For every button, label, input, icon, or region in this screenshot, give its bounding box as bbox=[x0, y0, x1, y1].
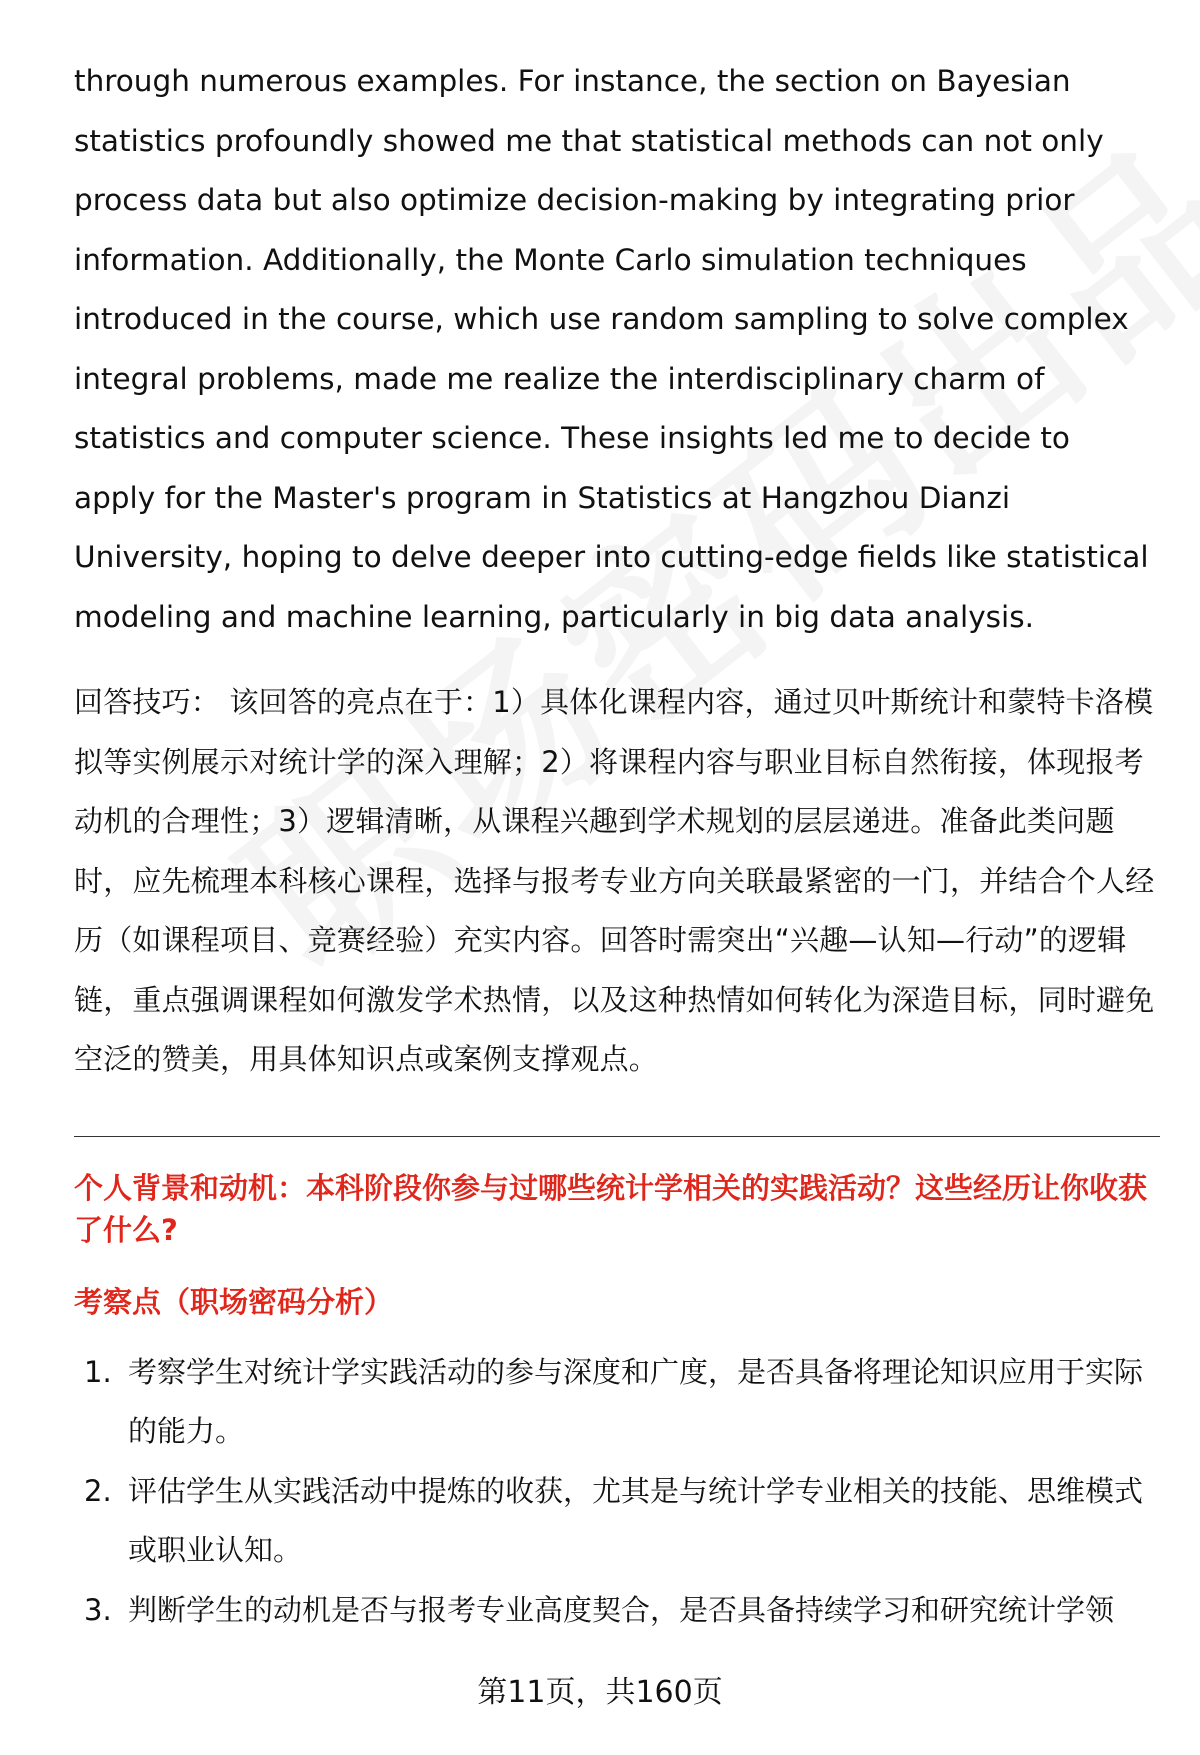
intro-paragraph: through numerous examples. For instance, the section on Bayesian statistics profoundly showed me that statistical methods can not only process data but also optimize decision-making by integrating prior information. Additionally, the Monte Carlo simulation techniques introduced in the course, which use random sampling to solve complex integral problems, made me realize the interdisciplinary charm of statistics and computer science. These insights led me to decide to apply for the Master's program in Statistics at Hangzhou Dianzi University, hoping to delve deeper into cutting-edge fields like statistical modeling and machine learning, particularly in big data analysis. bbox=[74, 64, 1149, 634]
list-item-number: 2. bbox=[84, 1473, 112, 1508]
page-number-footer: 第11页，共160页 bbox=[477, 1675, 723, 1710]
list-item bbox=[74, 1581, 1160, 1641]
list-item-text: 评估学生从实践活动中提炼的收获，尤其是与统计学专业相关的技能、思维模式或职业认知。 bbox=[128, 1473, 1144, 1567]
page-content bbox=[74, 52, 1160, 1640]
list-item-number: 1. bbox=[84, 1354, 112, 1389]
analysis-heading: 考察点（职场密码分析） bbox=[74, 1284, 394, 1319]
list-item-text: 考察学生对统计学实践活动的参与深度和广度，是否具备将理论知识应用于实际的能力。 bbox=[128, 1354, 1144, 1448]
answer-tip-paragraph: 回答技巧： 该回答的亮点在于：1）具体化课程内容，通过贝叶斯统计和蒙特卡洛模拟等实例展示对统计学的深入理解；2）将课程内容与职业目标自然衔接，体现报考动机的合理性；3）逻辑清晰，从课程兴趣到学术规划的层层递进。准备此类问题时，应先梳理本科核心课程，选择与报考专业方向关联最紧密的一门，并结合个人经历（如课程项目、竞赛经验）充实内容。回答时需突出“兴趣—认知—行动”的逻辑链，重点强调课程如何激发学术热情，以及这种热情如何转化为深造目标，同时避免空泛的赞美，用具体知识点或案例支撑观点。 bbox=[74, 685, 1155, 1076]
section-divider bbox=[74, 1136, 1160, 1137]
list-item bbox=[74, 1462, 1160, 1581]
list-item bbox=[74, 1343, 1160, 1462]
list-item-text: 判断学生的动机是否与报考专业高度契合，是否具备持续学习和研究统计学领 bbox=[128, 1592, 1115, 1627]
question-heading: 个人背景和动机：本科阶段你参与过哪些统计学相关的实践活动？这些经历让你收获了什么? bbox=[74, 1170, 1148, 1247]
list-item-number: 3. bbox=[84, 1592, 112, 1627]
analysis-point-list bbox=[74, 1343, 1160, 1641]
